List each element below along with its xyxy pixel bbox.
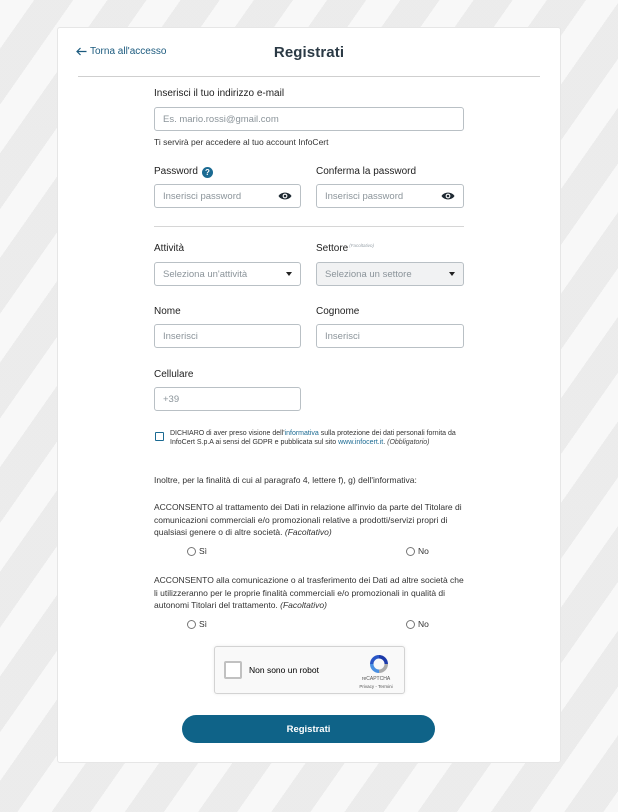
consent-marketing-body: ACCONSENTO al trattamento dei Dati in relazione all'invio da parte del Titolare di comunicazioni commerciali e/o promozionali relative a prodotti/servizi propri di qualsiasi genere o di altre società. [154,502,462,537]
recaptcha-widget [214,646,405,694]
consent-transfer-body: ACCONSENTO alla comunicazione o al trasferimento dei Dati ad altre società che li utilizzeranno per le proprie finalità commerciali e/o promozionali in qualità di autonomi Titolari del trattamento. [154,575,464,610]
recaptcha-brand: reCAPTCHA [361,676,391,682]
radio-button[interactable] [187,620,196,629]
question-circle-icon[interactable]: ? [202,167,213,178]
password-placeholder: Inserisci password [163,190,242,202]
radio-label: No [418,619,429,629]
sector-label-text: Settore [316,243,349,254]
title-divider [78,76,540,77]
sector-label [316,243,374,254]
radio-label: Sì [199,619,208,629]
password-label [154,166,213,178]
first-name-label: Nome [154,306,181,317]
mobile-value: +39 [163,393,180,405]
last-name-label: Cognome [316,306,360,317]
infocert-site-link[interactable]: www.infocert.it [338,438,384,446]
eye-icon[interactable] [278,191,292,201]
consent-intro-text: Inoltre, per la finalità di cui al paragrafo 4, lettere f), g) dell'informativa: [154,475,417,485]
activity-label: Attività [154,243,185,254]
confirm-password-field[interactable] [316,184,464,208]
eye-icon[interactable] [441,191,455,201]
password-field[interactable] [154,184,301,208]
consent-transfer-optional: (Facoltativo) [280,600,327,610]
privacy-text-1: DICHIARO di aver preso visione dell' [170,430,285,437]
last-name-field[interactable] [316,324,464,348]
recaptcha-label: Non sono un robot [249,665,319,675]
radio-label: No [418,546,429,556]
email-placeholder: Es. mario.rossi@gmail.com [163,113,279,125]
activity-selected-value: Seleziona un'attività [163,268,248,280]
privacy-text-3: . [383,438,388,446]
consent-marketing-text [154,501,464,539]
email-field[interactable] [154,107,464,131]
confirm-password-label: Conferma la password [316,166,417,177]
caret-down-icon [449,272,455,276]
consent-marketing-no[interactable] [406,546,429,556]
confirm-password-placeholder: Inserisci password [325,190,404,202]
last-name-placeholder: Inserisci [325,330,360,342]
caret-down-icon [286,272,292,276]
recaptcha-links[interactable]: Privacy - Termini [359,684,393,689]
privacy-mandatory-note: (Obbligatorio) [387,438,430,446]
section-divider [154,226,464,227]
recaptcha-checkbox[interactable] [224,661,242,679]
mobile-label: Cellulare [154,369,194,380]
sector-selected-value: Seleziona un settore [325,268,412,280]
register-button[interactable]: Registrati [182,715,435,743]
consent-marketing-yes[interactable] [187,546,207,556]
privacy-notice-link[interactable]: informativa [284,430,319,437]
radio-button[interactable] [406,620,415,629]
consent-transfer-no[interactable] [406,619,429,629]
recaptcha-logo-icon [368,653,390,675]
page-title: Registrati [273,44,345,61]
consent-transfer-yes[interactable] [187,619,207,629]
privacy-text-2: sulla protezione dei dati personali fornita da InfoCert S.p.A ai sensi del GDPR e pubblicata sul sito [170,430,456,446]
consent-transfer-text [154,574,464,612]
sector-select[interactable] [316,262,464,286]
privacy-declaration [170,430,462,448]
activity-select[interactable] [154,262,301,286]
first-name-placeholder: Inserisci [163,330,198,342]
radio-button[interactable] [187,547,196,556]
password-label-text: Password [154,166,198,177]
sector-optional-note: (Facoltativo) [349,243,375,248]
consent-marketing-optional: (Facoltativo) [284,527,332,537]
back-link-label: Torna all'accesso [90,46,167,57]
privacy-checkbox[interactable] [155,432,164,441]
email-label: Inserisci il tuo indirizzo e-mail [154,88,285,99]
email-helper-text: Ti servirà per accedere al tuo account InfoCert [154,137,329,147]
radio-label: Sì [199,546,208,556]
mobile-field[interactable] [154,387,301,411]
first-name-field[interactable] [154,324,301,348]
radio-button[interactable] [406,547,415,556]
